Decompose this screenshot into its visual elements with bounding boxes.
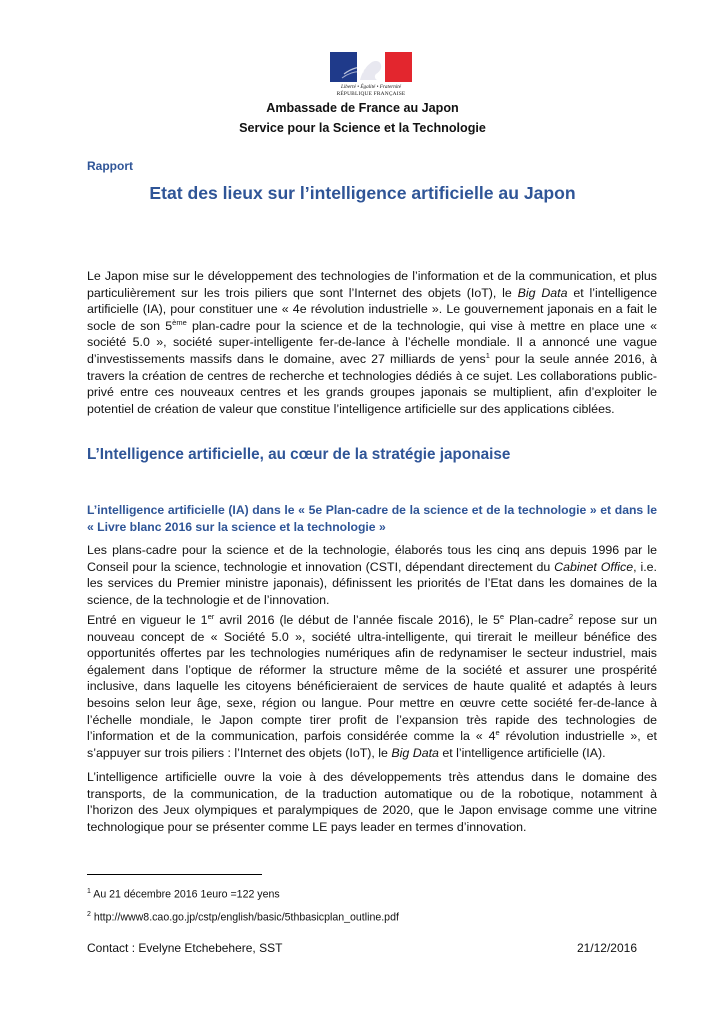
subsection-heading: L’intelligence artificielle (IA) dans le « 5e Plan-cadre de la science et de la technologie » et dans le « Livre blanc 2016 sur la science et la technologie » — [87, 503, 657, 534]
body-paragraph: Entré en vigueur le 1er avril 2016 (le début de l’année fiscale 2016), le 5e Plan-cadre$^2$ repose sur un nouveau concept de « Société 5.0 », société ultra-intelligente, qui tirerait le meilleur bénéfice des opportunités offertes par les technologies numériques afin de redynamiser le secteur industriel, mais également dans l’optique de réformer la structure même de la société et assurer une prospérité inclusive, dans laquelle les citoyens bénéficieraient de services de haute qualité et adaptés à leurs besoins selon leur âge, sexe, région ou langue. Pour mettre en œuvre cette société fer-de-lance à l’échelle mondiale, le Japon compte tirer profit de l’expansion très rapide des technologies de l’information et de la communication, parfois considérée comme la « 4e révolution industrielle », et s’appuyer sur trois piliers : l’Internet des objets (IoT), le Big Data et l’intelligence artificielle (IA). — [87, 611, 657, 760]
footnote-ref: 2 — [568, 611, 574, 621]
republic-motto: Liberté • Égalité • Fraternité — [340, 84, 402, 90]
footnote-ref: 1 — [485, 350, 490, 360]
document-type-label: Rapport — [87, 159, 133, 173]
footer-contact: Contact : Evelyne Etchebehere, SST — [87, 941, 283, 955]
body-paragraph: L’intelligence artificielle ouvre la voie à des développements très attendus dans le domaine des transports, de la communication, de la traduction automatique ou de la robotique, notamment à l’horizon des Jeux olympiques et paralympiques de 2020, que le Japon envisage comme une vitrine technologique pour se présenter comme LE pays leader en termes d’innovation. — [87, 770, 657, 834]
french-flag-icon — [330, 52, 412, 82]
body-paragraph: Les plans-cadre pour la science et de la technologie, élaborés tous les cinq ans depuis 1996 par le Conseil pour la science, technologie et innovation (CSTI, dépendant directement du Cabinet Office, i.e. les services du Premier ministre japonais), définissent les priorités de l’Etat dans les domaines de la science, de la technologie et de l’innovation. — [87, 543, 657, 607]
service-name: Service pour la Science et la Technologie — [239, 121, 486, 135]
republic-name: RÉPUBLIQUE FRANÇAISE — [336, 91, 406, 97]
footer-date: 21/12/2016 — [576, 941, 637, 955]
republique-francaise-logo — [330, 52, 412, 97]
embassy-name: Ambassade de France au Japon — [266, 101, 459, 115]
document-title: Etat des lieux sur l’intelligence artificielle au Japon — [149, 183, 576, 203]
footnote-divider — [87, 874, 262, 875]
section-heading: L’Intelligence artificielle, au cœur de la stratégie japonaise — [87, 446, 511, 463]
footnote: $^2$ http://www8.cao.go.jp/cstp/english/basic/5thbasicplan_outline.pdf — [87, 911, 399, 924]
footnote: $^1$ Au 21 décembre 2016 1euro =122 yens — [87, 888, 280, 901]
intro-paragraph: Le Japon mise sur le développement des technologies de l’information et de la communication, et plus particulièrement sur les trois piliers que sont l’Internet des objets (IoT), le Big Data et l’intelligence artificielle (IA), pour constituer une « 4e révolution industrielle ». Le gouvernement japonais en a fait le socle de son 5ème plan-cadre pour la science et de la technologie, qui vise à mettre en place une « société 5.0 », société super-intelligente fer-de-lance à l’échelle mondiale. Il a annoncé une vague d’investissements massifs dans le domaine, avec 27 milliards de yens$^1$ pour la seule année 2016, à travers la création de centres de recherche et technologies dédiés à ce sujet. Les collaborations public-privé entre ces nouveaux centres et les grands groupes japonais se multiplient, afin d’exploiter le potentiel de création de valeur que constitue l’intelligence artificielle sur des applications ciblées. — [87, 269, 658, 416]
